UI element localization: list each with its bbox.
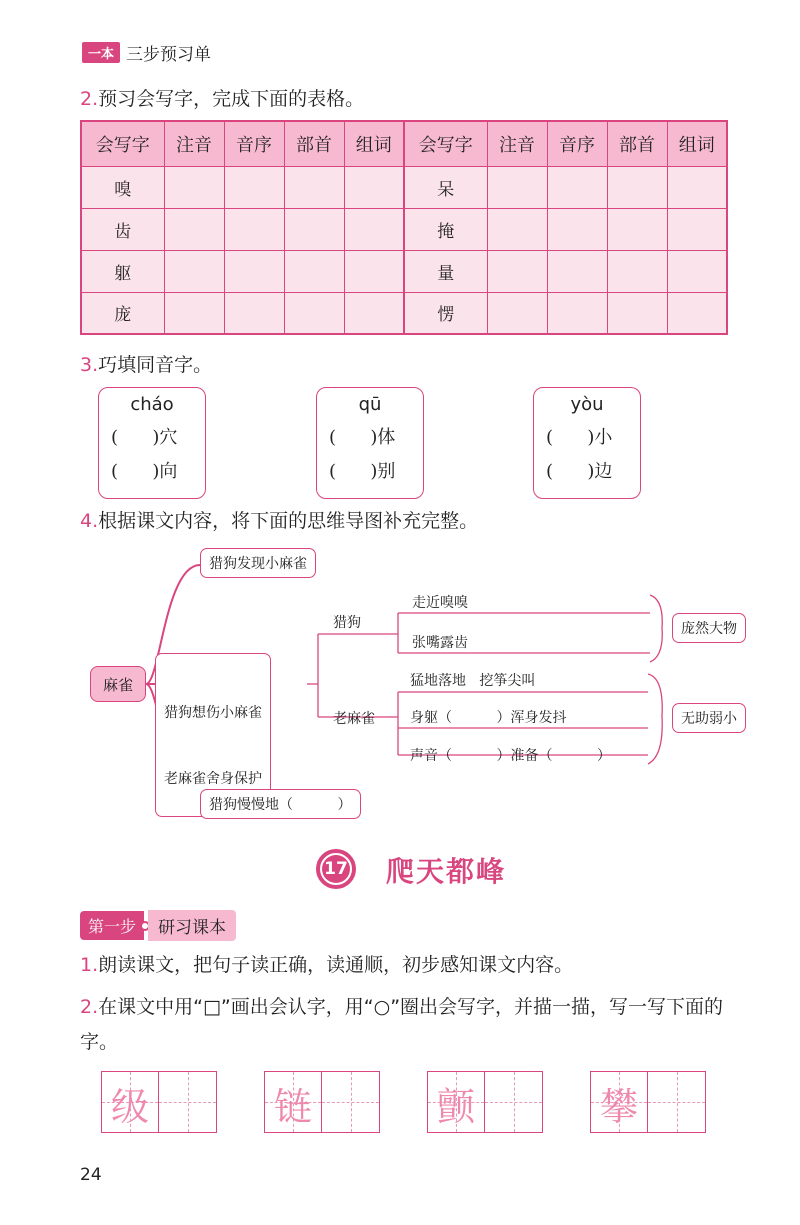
brand-logo: 一本 — [82, 42, 120, 63]
table-cell-char: 呆 — [404, 166, 487, 208]
table-header: 会写字 — [81, 121, 164, 166]
question-text: 巧填同音字。 — [98, 354, 213, 376]
pinyin-label: cháo — [130, 394, 174, 415]
trace-cell[interactable] — [102, 1072, 159, 1132]
question-number: 2. — [80, 88, 99, 110]
header-title: 三步预习单 — [126, 45, 212, 65]
section-2 — [80, 990, 745, 1060]
step-name: 研习课本 — [148, 910, 236, 941]
sparrow-action: 猛地落地 挖筝尖叫 — [410, 673, 536, 689]
trace-char: 颤 — [437, 1085, 476, 1129]
sparrow-label: 老麻雀 — [333, 711, 375, 727]
fill-blank[interactable]: ( )穴 — [111, 427, 178, 448]
trace-char: 攀 — [600, 1085, 639, 1129]
fill-blank[interactable]: ( )向 — [111, 461, 178, 482]
fill-blank[interactable]: ( )边 — [546, 461, 613, 482]
writing-grid — [264, 1071, 380, 1133]
question-text: 在课文中用“□”画出会认字，用“○”圈出会写字，并描一描，写一写下面的字。 — [80, 996, 724, 1053]
writing-grid — [590, 1071, 706, 1133]
table-header: 音序 — [547, 121, 607, 166]
writing-grid — [427, 1071, 543, 1133]
branch-line: 老麻雀舍身保护 — [164, 771, 262, 787]
mindmap-branch-3[interactable]: 猎狗慢慢地（ ） — [200, 789, 361, 819]
table-header: 组词 — [344, 121, 404, 166]
write-cell[interactable] — [322, 1072, 379, 1132]
pinyin-label: yòu — [570, 394, 604, 415]
table-header: 组词 — [667, 121, 727, 166]
page-number: 24 — [80, 1165, 102, 1185]
table-cell-char: 嗅 — [81, 166, 164, 208]
table-cell-char: 躯 — [81, 250, 164, 292]
write-cell[interactable] — [485, 1072, 542, 1132]
table-header: 音序 — [224, 121, 284, 166]
writing-grid — [101, 1071, 217, 1133]
table-header: 注音 — [487, 121, 547, 166]
mindmap-branch-1: 猎狗发现小麻雀 — [200, 548, 316, 578]
question-text: 朗读课文，把句子读正确，读通顺，初步感知课文内容。 — [98, 954, 574, 976]
question-number: 3. — [80, 354, 99, 376]
trace-cell[interactable] — [265, 1072, 322, 1132]
step-label: 第一步 — [80, 911, 144, 940]
table-header: 注音 — [164, 121, 224, 166]
trace-char: 级 — [111, 1085, 150, 1129]
trace-char: 链 — [274, 1085, 313, 1129]
fill-blank[interactable]: ( )小 — [546, 427, 613, 448]
table-cell-char: 愣 — [404, 292, 487, 334]
dog-label: 猎狗 — [333, 615, 361, 631]
section-1 — [80, 948, 745, 983]
trace-cell[interactable] — [428, 1072, 485, 1132]
mindmap-root: 麻雀 — [90, 666, 146, 702]
write-cell[interactable] — [648, 1072, 705, 1132]
question-number: 2. — [80, 996, 99, 1018]
sparrow-result: 无助弱小 — [672, 703, 746, 733]
table-cell-char: 量 — [404, 250, 487, 292]
question-text: 根据课文内容，将下面的思维导图补充完整。 — [98, 510, 479, 532]
pinyin-label: qū — [358, 394, 382, 415]
fill-blank[interactable]: ( )体 — [329, 427, 396, 448]
lesson-title: 爬天都峰 — [386, 855, 507, 888]
trace-cell[interactable] — [591, 1072, 648, 1132]
table-header: 部首 — [284, 121, 344, 166]
sparrow-action[interactable]: 声音（ ）准备（ ） — [410, 748, 612, 764]
lesson-number-badge — [316, 849, 356, 889]
step-bar — [80, 910, 236, 941]
write-cell[interactable] — [159, 1072, 216, 1132]
table-cell-char: 庞 — [81, 292, 164, 334]
question-text: 预习会写字，完成下面的表格。 — [98, 88, 365, 110]
question-number: 1. — [80, 954, 99, 976]
fill-blank[interactable]: ( )别 — [329, 461, 396, 482]
dog-action: 走近嗅嗅 — [412, 595, 468, 611]
table-cell-char: 掩 — [404, 208, 487, 250]
dog-result: 庞然大物 — [672, 613, 746, 643]
question-number: 4. — [80, 510, 99, 532]
branch-line: 猎狗想伤小麻雀 — [164, 705, 262, 721]
lesson-number: 17 — [322, 855, 350, 883]
sparrow-action[interactable]: 身躯（ ）浑身发抖 — [410, 710, 567, 726]
table-header: 会写字 — [404, 121, 487, 166]
dog-action: 张嘴露齿 — [412, 635, 468, 651]
table-header: 部首 — [607, 121, 667, 166]
table-cell-char: 齿 — [81, 208, 164, 250]
